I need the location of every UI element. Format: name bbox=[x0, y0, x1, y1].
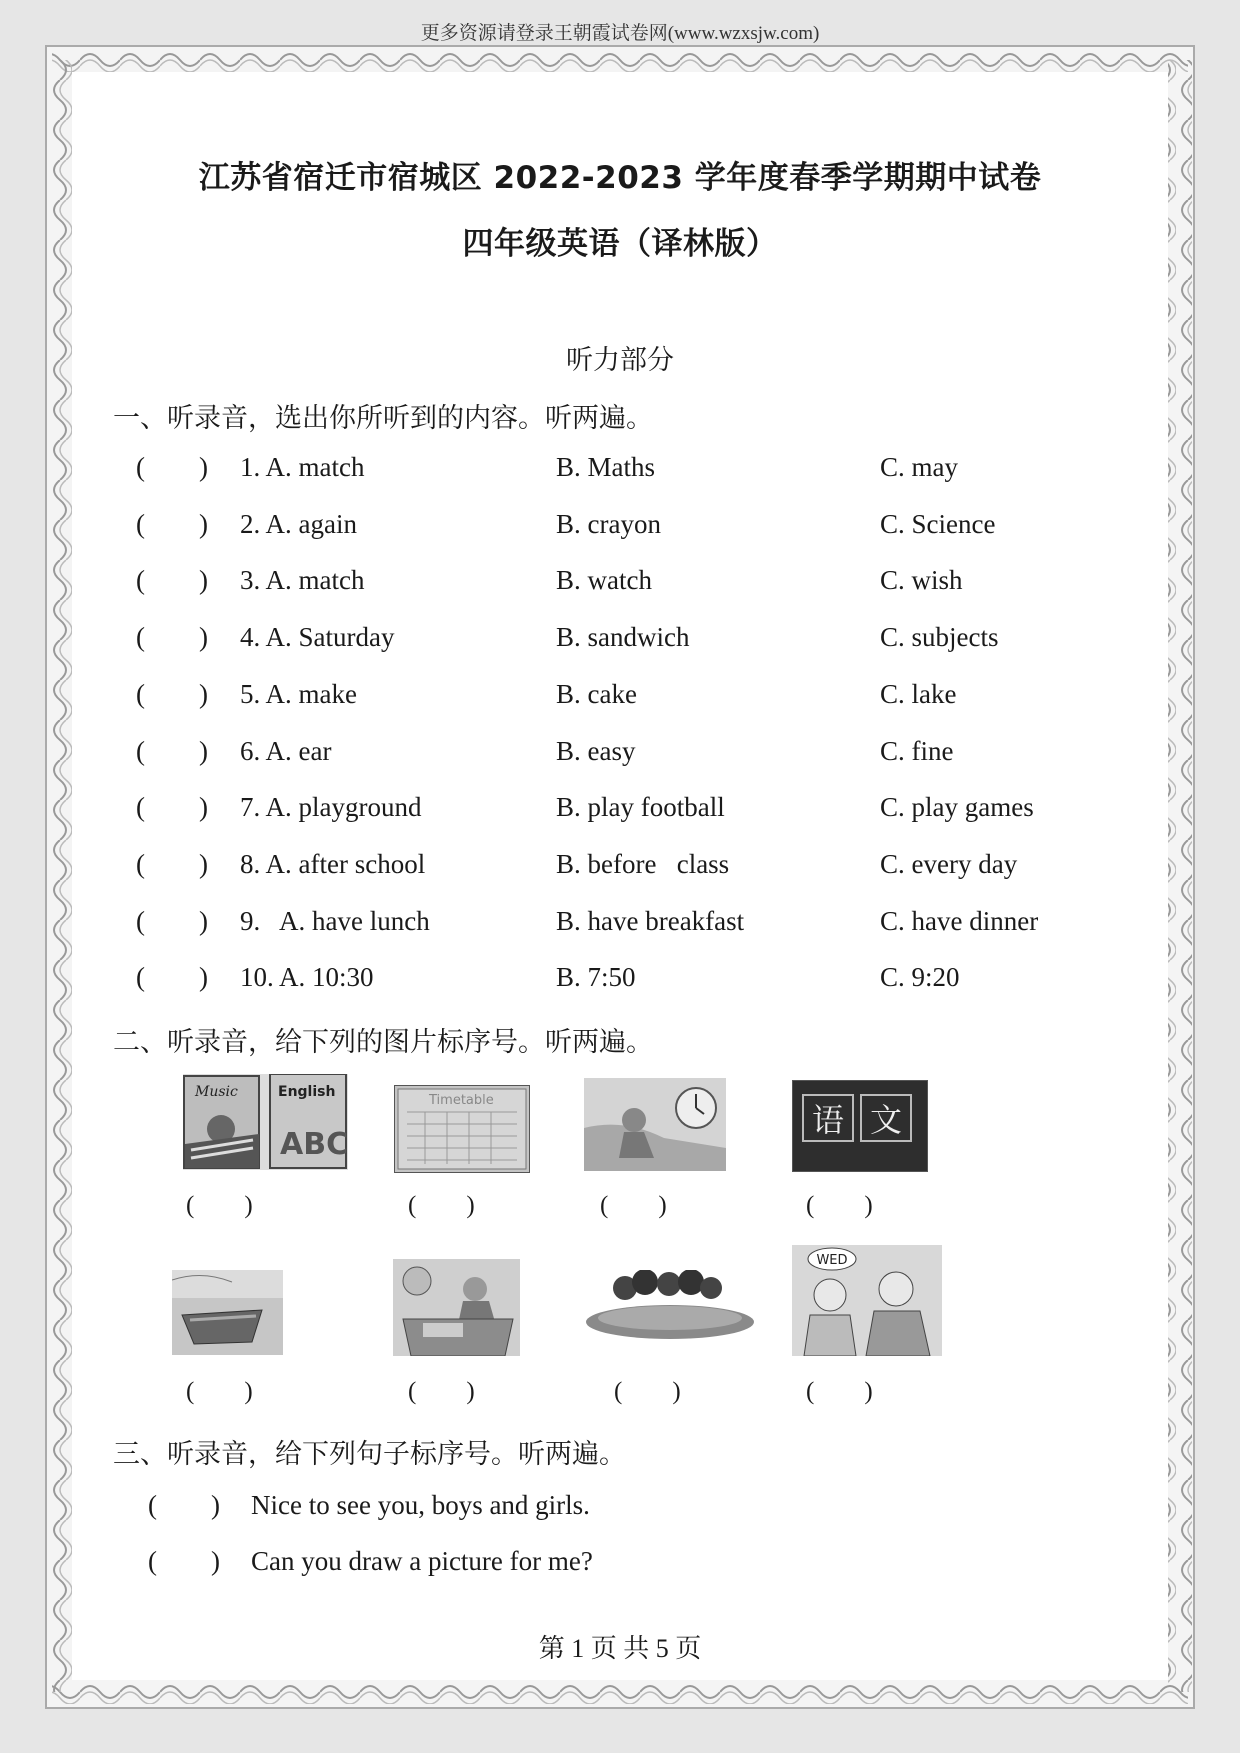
boy-waking-clock-picture bbox=[584, 1078, 726, 1171]
option-c: C. every day bbox=[880, 849, 1018, 879]
option-c: C. 9:20 bbox=[880, 962, 960, 992]
pic6-answer-paren[interactable]: ( ) bbox=[408, 1378, 475, 1405]
option-a: 10. A. 10:30 bbox=[240, 962, 374, 992]
pic3-answer-paren[interactable]: ( ) bbox=[600, 1192, 667, 1219]
option-a: 6. A. ear bbox=[240, 736, 332, 766]
answer-paren[interactable]: ( ) bbox=[136, 565, 208, 595]
answer-paren[interactable]: ( ) bbox=[136, 849, 208, 879]
answer-paren[interactable]: ( ) bbox=[136, 452, 208, 482]
answer-paren[interactable]: ( ) bbox=[136, 509, 208, 539]
question-row bbox=[0, 792, 1240, 832]
page-footer: 第 1 页 共 5 页 bbox=[538, 1634, 702, 1663]
pic1-answer-paren[interactable]: ( ) bbox=[186, 1192, 253, 1219]
option-a: 9. A. have lunch bbox=[240, 906, 430, 936]
option-b: B. have breakfast bbox=[556, 906, 745, 936]
sentence1-answer-paren[interactable]: ( ) bbox=[148, 1490, 220, 1520]
option-c: C. wish bbox=[880, 565, 963, 595]
pic4-answer-paren[interactable]: ( ) bbox=[806, 1192, 873, 1219]
answer-paren[interactable]: ( ) bbox=[136, 792, 208, 822]
option-b: B. cake bbox=[556, 679, 637, 709]
abc-letters: ABC bbox=[280, 1127, 348, 1162]
boat-picture bbox=[172, 1270, 283, 1355]
question-row bbox=[0, 622, 1240, 662]
boy-at-desk-picture bbox=[393, 1259, 520, 1356]
question-row bbox=[0, 962, 1240, 1002]
question-row bbox=[0, 452, 1240, 492]
section3-heading: 三、听录音，给下列句子标序号。听两遍。 bbox=[113, 1439, 626, 1469]
section2-heading: 二、听录音，给下列的图片标序号。听两遍。 bbox=[113, 1027, 653, 1057]
option-b: B. Maths bbox=[556, 452, 656, 482]
option-c: C. subjects bbox=[880, 622, 999, 652]
char-wen: 文 bbox=[869, 1101, 903, 1139]
exam-title: 江苏省宿迁市宿城区 2022-2023 学年度春季学期期中试卷 bbox=[198, 160, 1042, 196]
chinese-subject-picture bbox=[792, 1080, 928, 1172]
wednesday-talk-picture bbox=[792, 1245, 942, 1356]
option-c: C. lake bbox=[880, 679, 957, 709]
english-book-label: English bbox=[278, 1084, 336, 1100]
answer-paren[interactable]: ( ) bbox=[136, 906, 208, 936]
option-c: C. fine bbox=[880, 736, 954, 766]
pic5-answer-paren[interactable]: ( ) bbox=[186, 1378, 253, 1405]
question-row bbox=[0, 849, 1240, 889]
music-english-books-picture bbox=[183, 1074, 348, 1170]
option-c: C. play games bbox=[880, 792, 1034, 822]
option-b: B. play football bbox=[556, 792, 725, 822]
section1-heading: 一、听录音，选出你所听到的内容。听两遍。 bbox=[113, 403, 653, 433]
pic7-answer-paren[interactable]: ( ) bbox=[614, 1378, 681, 1405]
option-c: C. Science bbox=[880, 509, 996, 539]
question-row bbox=[0, 565, 1240, 605]
timetable-picture bbox=[394, 1085, 530, 1173]
option-b: B. watch bbox=[556, 565, 652, 595]
sentence1-text: Nice to see you, boys and girls. bbox=[251, 1490, 590, 1520]
option-a: 8. A. after school bbox=[240, 849, 426, 879]
option-c: C. may bbox=[880, 452, 958, 482]
option-a: 5. A. make bbox=[240, 679, 357, 709]
exam-subtitle: 四年级英语（译林版） bbox=[462, 226, 778, 262]
park-lake-picture bbox=[585, 1270, 756, 1340]
option-a: 3. A. match bbox=[240, 565, 365, 595]
header-note: 更多资源请登录王朝霞试卷网(www.wzxsjw.com) bbox=[420, 23, 820, 44]
option-b: B. sandwich bbox=[556, 622, 690, 652]
question-row bbox=[0, 679, 1240, 719]
answer-paren[interactable]: ( ) bbox=[136, 679, 208, 709]
option-a: 1. A. match bbox=[240, 452, 365, 482]
option-b: B. crayon bbox=[556, 509, 661, 539]
answer-paren[interactable]: ( ) bbox=[136, 622, 208, 652]
question-row bbox=[0, 736, 1240, 776]
pic8-answer-paren[interactable]: ( ) bbox=[806, 1378, 873, 1405]
char-yu: 语 bbox=[811, 1101, 845, 1139]
wed-sign: WED bbox=[816, 1253, 848, 1268]
question-row bbox=[0, 509, 1240, 549]
question-row bbox=[0, 906, 1240, 946]
option-a: 2. A. again bbox=[240, 509, 357, 539]
answer-paren[interactable]: ( ) bbox=[136, 736, 208, 766]
pic2-answer-paren[interactable]: ( ) bbox=[408, 1192, 475, 1219]
music-book-label: Music bbox=[195, 1084, 238, 1100]
sentence2-text: Can you draw a picture for me? bbox=[251, 1546, 593, 1576]
option-b: B. 7:50 bbox=[556, 962, 636, 992]
answer-paren[interactable]: ( ) bbox=[136, 962, 208, 992]
timetable-label: Timetable bbox=[429, 1093, 494, 1108]
option-b: B. before class bbox=[556, 849, 730, 879]
listening-part-label: 听力部分 bbox=[566, 345, 674, 375]
option-c: C. have dinner bbox=[880, 906, 1039, 936]
option-a: 7. A. playground bbox=[240, 792, 422, 822]
option-a: 4. A. Saturday bbox=[240, 622, 395, 652]
sentence2-answer-paren[interactable]: ( ) bbox=[148, 1546, 220, 1576]
option-b: B. easy bbox=[556, 736, 636, 766]
